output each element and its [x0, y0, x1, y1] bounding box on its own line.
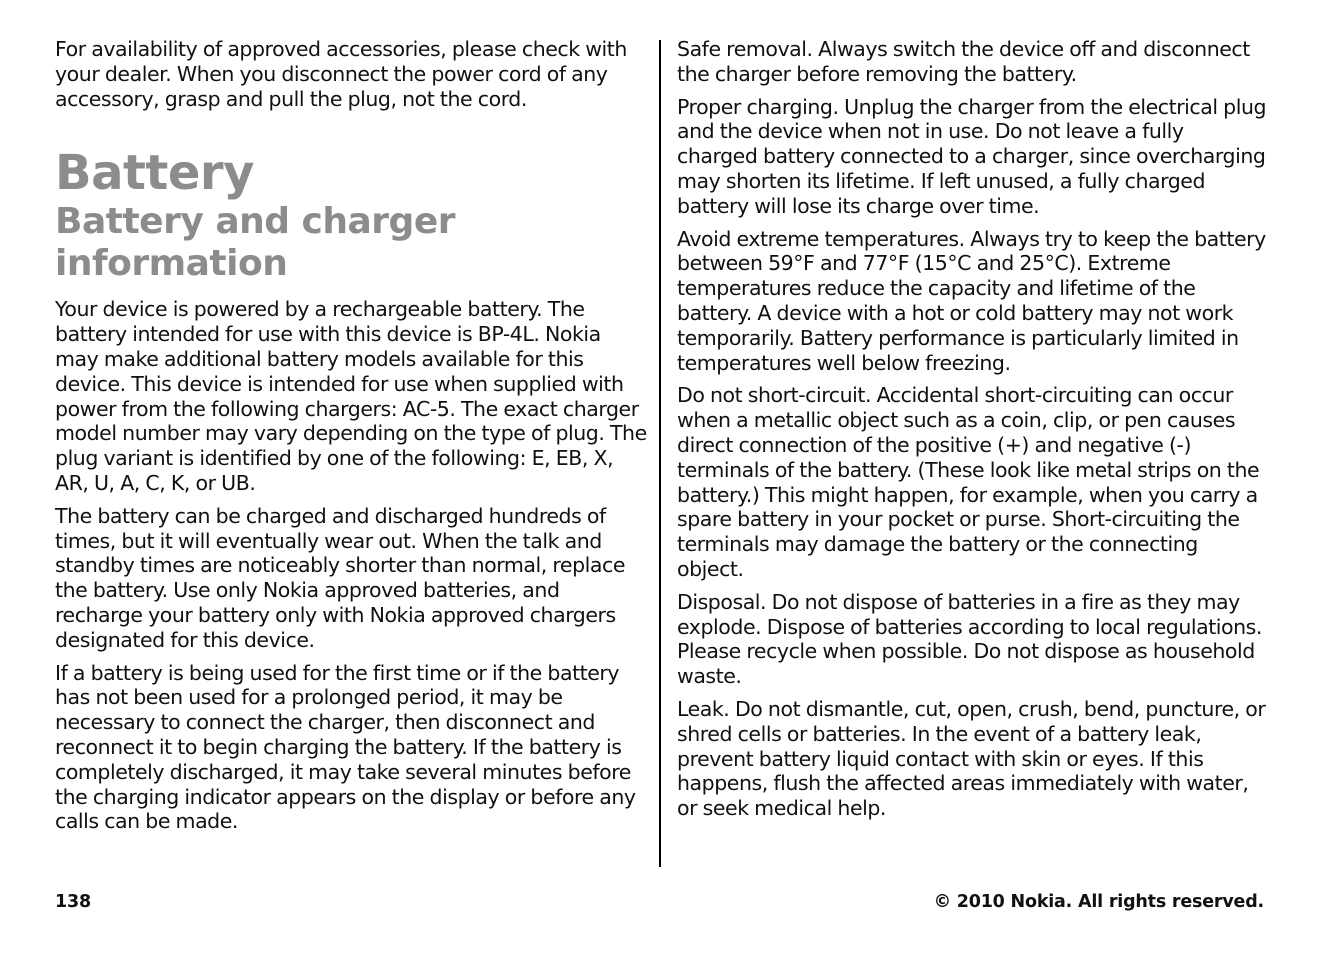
paragraph-leak: Leak. Do not dismantle, cut, open, crush, bend, puncture, or shred cells or batteries. In the event of a battery leak, prevent battery liquid contact with skin or eyes. If this happens, flush the affected areas immediately with water, or seek medical help. — [677, 696, 1266, 821]
left-column — [55, 37, 647, 842]
column-divider — [659, 40, 661, 867]
paragraph-disposal: Disposal. Do not dispose of batteries in a fire as they may explode. Dispose of batteries according to local regulations. Please recycle when possible. Do not dispose as household waste. — [677, 589, 1262, 689]
intro-paragraph: For availability of approved accessories, please check with your dealer. When you disconnect the power cord of any accessory, grasp and pull the plug, not the cord. — [55, 37, 627, 111]
subsection-title: Battery and charger information — [55, 201, 455, 285]
paragraph-battery-models: Your device is powered by a rechargeable battery. The battery intended for use with this device is BP-4L. Nokia may make additional battery models available for this device. This device is intended for use when supplied with power from the following chargers: AC-5. The exact charger model number may vary depending on the type of plug. The plug variant is identified by one of the following: E, EB, X, AR, U, A, C, K, or UB. — [55, 297, 647, 495]
paragraph-proper-charging: Proper charging. Unplug the charger from the electrical plug and the device when not in use. Do not leave a fully charged battery connected to a charger, since overcharging may shorten its lifetime. If left unused, a fully charged battery will lose its charge over time. — [677, 94, 1267, 218]
paragraph-battery-wear: The battery can be charged and discharged hundreds of times, but it will eventually wear out. When the talk and standby times are noticeably shorter than normal, replace the battery. Use only Nokia approved batteries, and recharge your battery only with Nokia approved chargers designated for this device. — [55, 503, 625, 652]
paragraph-short-circuit: Do not short-circuit. Accidental short-circuiting can occur when a metallic object such as a coin, clip, or pen causes direct connection of the positive (+) and negative (-) terminals of the battery. (These look like metal strips on the battery.) This might happen, for example, when you carry a spare battery in your pocket or purse. Short-circuiting the terminals may damage the battery or the connecting object. — [677, 383, 1260, 581]
section-title: Battery — [55, 145, 254, 202]
paragraph-safe-removal: Safe removal. Always switch the device off and disconnect the charger before removing the battery. — [677, 37, 1250, 86]
copyright-notice: © 2010 Nokia. All rights reserved. — [933, 892, 1264, 912]
right-column — [677, 37, 1267, 829]
paragraph-extreme-temperatures: Avoid extreme temperatures. Always try to keep the battery between 59°F and 77°F (15°C and 25°C). Extreme temperatures reduce the capacity and lifetime of the battery. A device with a hot or cold battery may not work temporarily. Battery performance is particularly limited in temperatures well below freezing. — [677, 226, 1266, 375]
paragraph-first-charge: If a battery is being used for the first time or if the battery has not been used for a prolonged period, it may be necessary to connect the charger, then disconnect and reconnect it to begin charging the battery. If the battery is completely discharged, it may take several minutes before the charging indicator appears on the display or before any calls can be made. — [55, 660, 636, 834]
page-number: 138 — [55, 892, 91, 912]
